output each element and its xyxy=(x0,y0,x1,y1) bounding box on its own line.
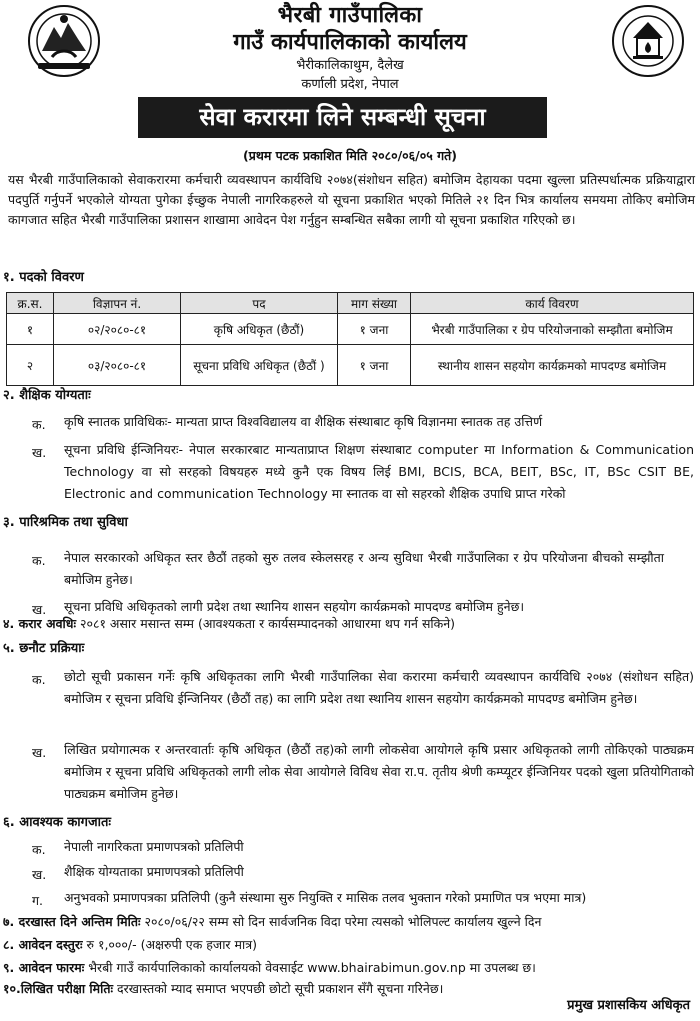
list-item: नेपाल सरकारको अधिकृत स्तर छैठौं तहको सुरु तलव स्केलसरह र अन्य सुविधा भैरबी गाउँपालिका र ग्रेप परियोजना बीचको सम्झौता बमोजिम हुनेछ। xyxy=(64,550,664,587)
section-heading-selection: ५. छनौट प्रक्रियाः xyxy=(3,641,85,656)
table-row xyxy=(7,345,694,386)
table-cell: २ xyxy=(7,345,54,386)
letterhead xyxy=(0,0,700,96)
item-label: क. xyxy=(32,417,46,432)
section-heading-contract: ४. करार अवधिः xyxy=(3,616,76,631)
item-label: क. xyxy=(32,842,46,857)
deadline-text: २०८०/०६/२२ सम्म सो दिन सार्वजनिक विदा परेमा त्यसको भोलिपल्ट कार्यालय खुल्ने दिन xyxy=(144,914,542,929)
application-form-text: भैरबी गाउँ कार्यपालिकाको कार्यालयको वेवसाईट www.bhairabimun.gov.np मा उपलब्ध छ। xyxy=(88,960,536,975)
column-header: माग संख्या xyxy=(338,293,411,314)
section-heading-remuneration: ३. पारिश्रमिक तथा सुविधा xyxy=(3,515,128,530)
nepal-emblem-icon xyxy=(28,5,100,77)
office-name: गाउँ कार्यपालिकाको कार्यालय xyxy=(233,30,467,55)
list-item: सूचना प्रविधि ईन्जिनियरः- नेपाल सरकारबाट मान्यताप्राप्त शिक्षण संस्थाबाट computer मा Information & Communication Technology वा सो सरहको विषयहरु मध्ये कुनै एक विषय लिई BMI, BCIS, BCA, BEIT, BSc, IT, BSc CSIT BE, Electronic and communication Technology मा स्नातक वा सो सहरको शैक्षिक उपाधि प्राप्त गरेको xyxy=(64,442,694,501)
section-heading-exam: १०.लिखित परीक्षा मितिः xyxy=(3,981,114,996)
address-line-2: कर्णाली प्रदेश, नेपाल xyxy=(301,77,399,92)
contract-period-text: २०८१ असार मसान्त सम्म (आवश्यकता र कार्यसम्पादनको आधारमा थप गर्न सकिने) xyxy=(79,616,456,631)
item-label: ख. xyxy=(32,867,47,882)
list-item: शैक्षिक योग्यताका प्रमाणपत्रको प्रतिलिपी xyxy=(64,864,244,879)
table-cell: १ जना xyxy=(338,345,411,386)
item-label: ख. xyxy=(32,745,47,760)
contract-period-row xyxy=(3,613,693,635)
table-header-row xyxy=(7,293,694,314)
table-row xyxy=(7,314,694,345)
section-heading-posts: १. पदको विवरण xyxy=(3,270,84,285)
column-header: पद xyxy=(181,293,338,314)
list-item: छोटो सूची प्रकासन गर्नेः कृषि अधिकृतका लागि भैरबी गाउँपालिका सेवा करारमा कर्मचारी व्यवस्थापन कार्यविधि २०७४ (संशोधन सहित) बमोजिम र सूचना प्रविधि ईन्जिनियर (छैठौं तह) का लागि प्रदेश तथा स्थानिय शासन सहयोग कार्यक्रमको मापदण्ड बमोजिम हुनेछ। xyxy=(64,669,694,706)
posts-table xyxy=(6,292,694,386)
list-item: सूचना प्रविधि अधिकृतको लागी प्रदेश तथा स्थानिय शासन सहयोग कार्यक्रमको मापदण्ड बमोजिम हुनेछ। xyxy=(64,599,525,614)
table-cell: ०३/२०८०-८१ xyxy=(54,345,181,386)
exam-date-text: दरखास्तको म्याद समाप्त भएपछी छोटो सूची प्रकाशन सँगै सूचना गरिनेछ। xyxy=(117,981,444,996)
address-line-1: भैरीकालिकाथुम, दैलेख xyxy=(296,58,404,73)
column-header: कार्य विवरण xyxy=(411,293,694,314)
section-heading-documents: ६. आवश्यक कागजातः xyxy=(3,815,112,830)
item-label: ख. xyxy=(32,602,47,617)
section-heading-form: ९. आवेदन फारमः xyxy=(3,960,85,975)
fee-text: रु १,०००/- (अक्षरुपी एक हजार मात्र) xyxy=(86,937,258,952)
item-label: क. xyxy=(32,672,46,687)
published-date: (प्रथम पटक प्रकाशित मिति २०८०/०६/०५ गते) xyxy=(243,148,457,163)
municipality-logo-icon xyxy=(611,4,685,78)
item-label: क. xyxy=(32,553,46,568)
signature-title: प्रमुख प्रशासकिय अधिकृत xyxy=(567,998,690,1013)
fee-row xyxy=(3,934,698,956)
column-header: क्र.स. xyxy=(7,293,54,314)
list-item: कृषि स्नातक प्राविधिकः- मान्यता प्राप्त विश्वविद्यालय वा शैक्षिक संस्थाबाट कृषि विज्ञानमा स्नातक तह उत्तिर्ण xyxy=(64,414,543,429)
item-label: ग. xyxy=(32,893,44,908)
table-cell: १ जना xyxy=(338,314,411,345)
column-header: विज्ञापन नं. xyxy=(54,293,181,314)
deadline-row xyxy=(3,911,698,933)
notice-title: सेवा करारमा लिने सम्बन्धी सूचना xyxy=(138,97,547,138)
application-form-row xyxy=(3,957,698,979)
table-cell: ०२/२०८०-८१ xyxy=(54,314,181,345)
section-heading-qualification: २. शैक्षिक योग्यताः xyxy=(3,388,91,403)
table-cell: १ xyxy=(7,314,54,345)
section-heading-deadline: ७. दरखास्त दिने अन्तिम मितिः xyxy=(3,914,141,929)
item-label: ख. xyxy=(32,445,47,460)
section-heading-fee: ८. आवेदन दस्तुरः xyxy=(3,937,83,952)
list-item: नेपाली नागरिकता प्रमाणपत्रको प्रतिलिपी xyxy=(64,839,244,854)
table-cell: कृषि अधिकृत (छैठौं) xyxy=(181,314,338,345)
list-item: लिखित प्रयोगात्मक र अन्तरवार्ताः कृषि अधिकृत (छैठौं तह)को लागी लोकसेवा आयोगले कृषि प्रसार अधिकृतको लागी तोकिएको पाठ्यक्रम बमोजिम र सूचना प्रविधि अधिकृतको लागी लोक सेवा आयोगले विविध सेवा रा.प. तृतीय श्रेणी कम्प्यूटर ईन्जिनियर पदको खुला प्रतियोगिताको पाठ्यक्रम बमोजिम हुनेछ। xyxy=(64,742,694,801)
table-cell: भैरबी गाउँपालिका र ग्रेप परियोजनाको सम्झौता बमोजिम xyxy=(411,314,694,345)
table-cell: सूचना प्रविधि अधिकृत (छैठौं ) xyxy=(181,345,338,386)
org-name: भैरबी गाउँपालिका xyxy=(277,3,423,28)
intro-paragraph: यस भैरबी गाउँपालिकाको सेवाकरारमा कर्मचारी व्यवस्थापन कार्यविधि २०७४(संशोधन सहित) बमोजिम देहायका पदमा खुल्ला प्रतिस्पर्धात्मक प्रक्रियाद्वारा पदपुर्ति गर्नुपर्ने भएकोले योग्यता पुगेका ईच्छुक नेपाली नागरिकहरुले यो सूचना प्रकाशित भएको मितिले २१ दिन भित्र कार्यालय समयमा तोकिए बमोजिम कागजात सहित भैरबी गाउँपालिका प्रशासन शाखामा आवेदन पेश गर्नुहुन सम्बन्धित सबैका लागी यो सूचना प्रकाशित गरिएको छ। xyxy=(8,172,695,227)
table-cell: स्थानीय शासन सहयोग कार्यक्रमको मापदण्ड बमोजिम xyxy=(411,345,694,386)
list-item: अनुभवको प्रमाणपत्रका प्रतिलिपी (कुनै संस्थामा सुरु नियुक्ति र मासिक तलव भुक्तान गरेको प्रमाणित पत्र भएमा मात्र) xyxy=(64,890,587,905)
